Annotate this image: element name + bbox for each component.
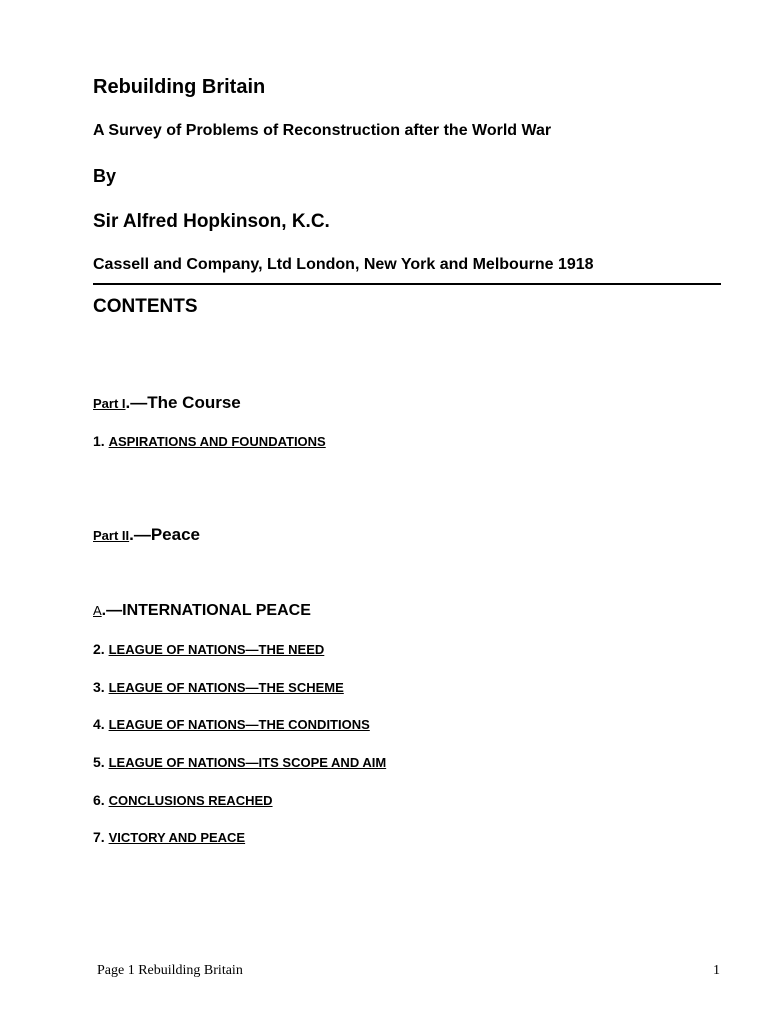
- section-heading-a: [93, 602, 311, 620]
- toc-item-number: 2.: [93, 641, 109, 657]
- part-title-1: .—The Course: [125, 393, 241, 412]
- toc-item: [93, 433, 326, 449]
- toc-item: [93, 716, 370, 732]
- toc-link-league-scheme[interactable]: LEAGUE OF NATIONS—THE SCHEME: [108, 680, 344, 695]
- toc-link-conclusions[interactable]: CONCLUSIONS REACHED: [108, 793, 273, 808]
- page-footer: Page 1 Rebuilding Britain: [97, 963, 243, 978]
- toc-item-number: 7.: [93, 829, 109, 845]
- author-name: Sir Alfred Hopkinson, K.C.: [93, 211, 330, 232]
- section-title-a: .—INTERNATIONAL PEACE: [101, 602, 311, 619]
- section-link-a[interactable]: A: [93, 603, 102, 618]
- toc-link-aspirations[interactable]: ASPIRATIONS AND FOUNDATIONS: [108, 434, 326, 449]
- toc-item-number: 4.: [93, 716, 109, 732]
- toc-item-number: 3.: [93, 679, 109, 695]
- toc-item-number: 5.: [93, 754, 109, 770]
- document-title: Rebuilding Britain: [93, 76, 266, 98]
- publisher-line: Cassell and Company, Ltd London, New York and Melbourne 1918: [93, 256, 594, 273]
- toc-link-victory-peace[interactable]: VICTORY AND PEACE: [108, 830, 246, 845]
- document-subtitle: A Survey of Problems of Reconstruction after the World War: [93, 122, 552, 139]
- toc-item: [93, 792, 273, 808]
- by-line: By: [93, 166, 117, 186]
- horizontal-rule: [93, 283, 721, 285]
- part-link-1[interactable]: Part I: [93, 396, 126, 411]
- page-number: 1: [713, 963, 720, 978]
- toc-link-league-conditions[interactable]: LEAGUE OF NATIONS—THE CONDITIONS: [108, 717, 370, 732]
- toc-item-number: 1.: [93, 433, 109, 449]
- toc-item-number: 6.: [93, 792, 109, 808]
- toc-item: [93, 641, 324, 657]
- part-heading-2: [93, 525, 200, 545]
- contents-heading: CONTENTS: [93, 296, 198, 317]
- toc-item: [93, 829, 245, 845]
- toc-item: [93, 679, 344, 695]
- toc-link-league-need[interactable]: LEAGUE OF NATIONS—THE NEED: [108, 642, 325, 657]
- part-link-2[interactable]: Part II: [93, 528, 130, 543]
- part-title-2: .—Peace: [129, 525, 201, 544]
- part-heading-1: [93, 393, 241, 413]
- toc-link-league-scope[interactable]: LEAGUE OF NATIONS—ITS SCOPE AND AIM: [108, 755, 387, 770]
- toc-item: [93, 754, 386, 770]
